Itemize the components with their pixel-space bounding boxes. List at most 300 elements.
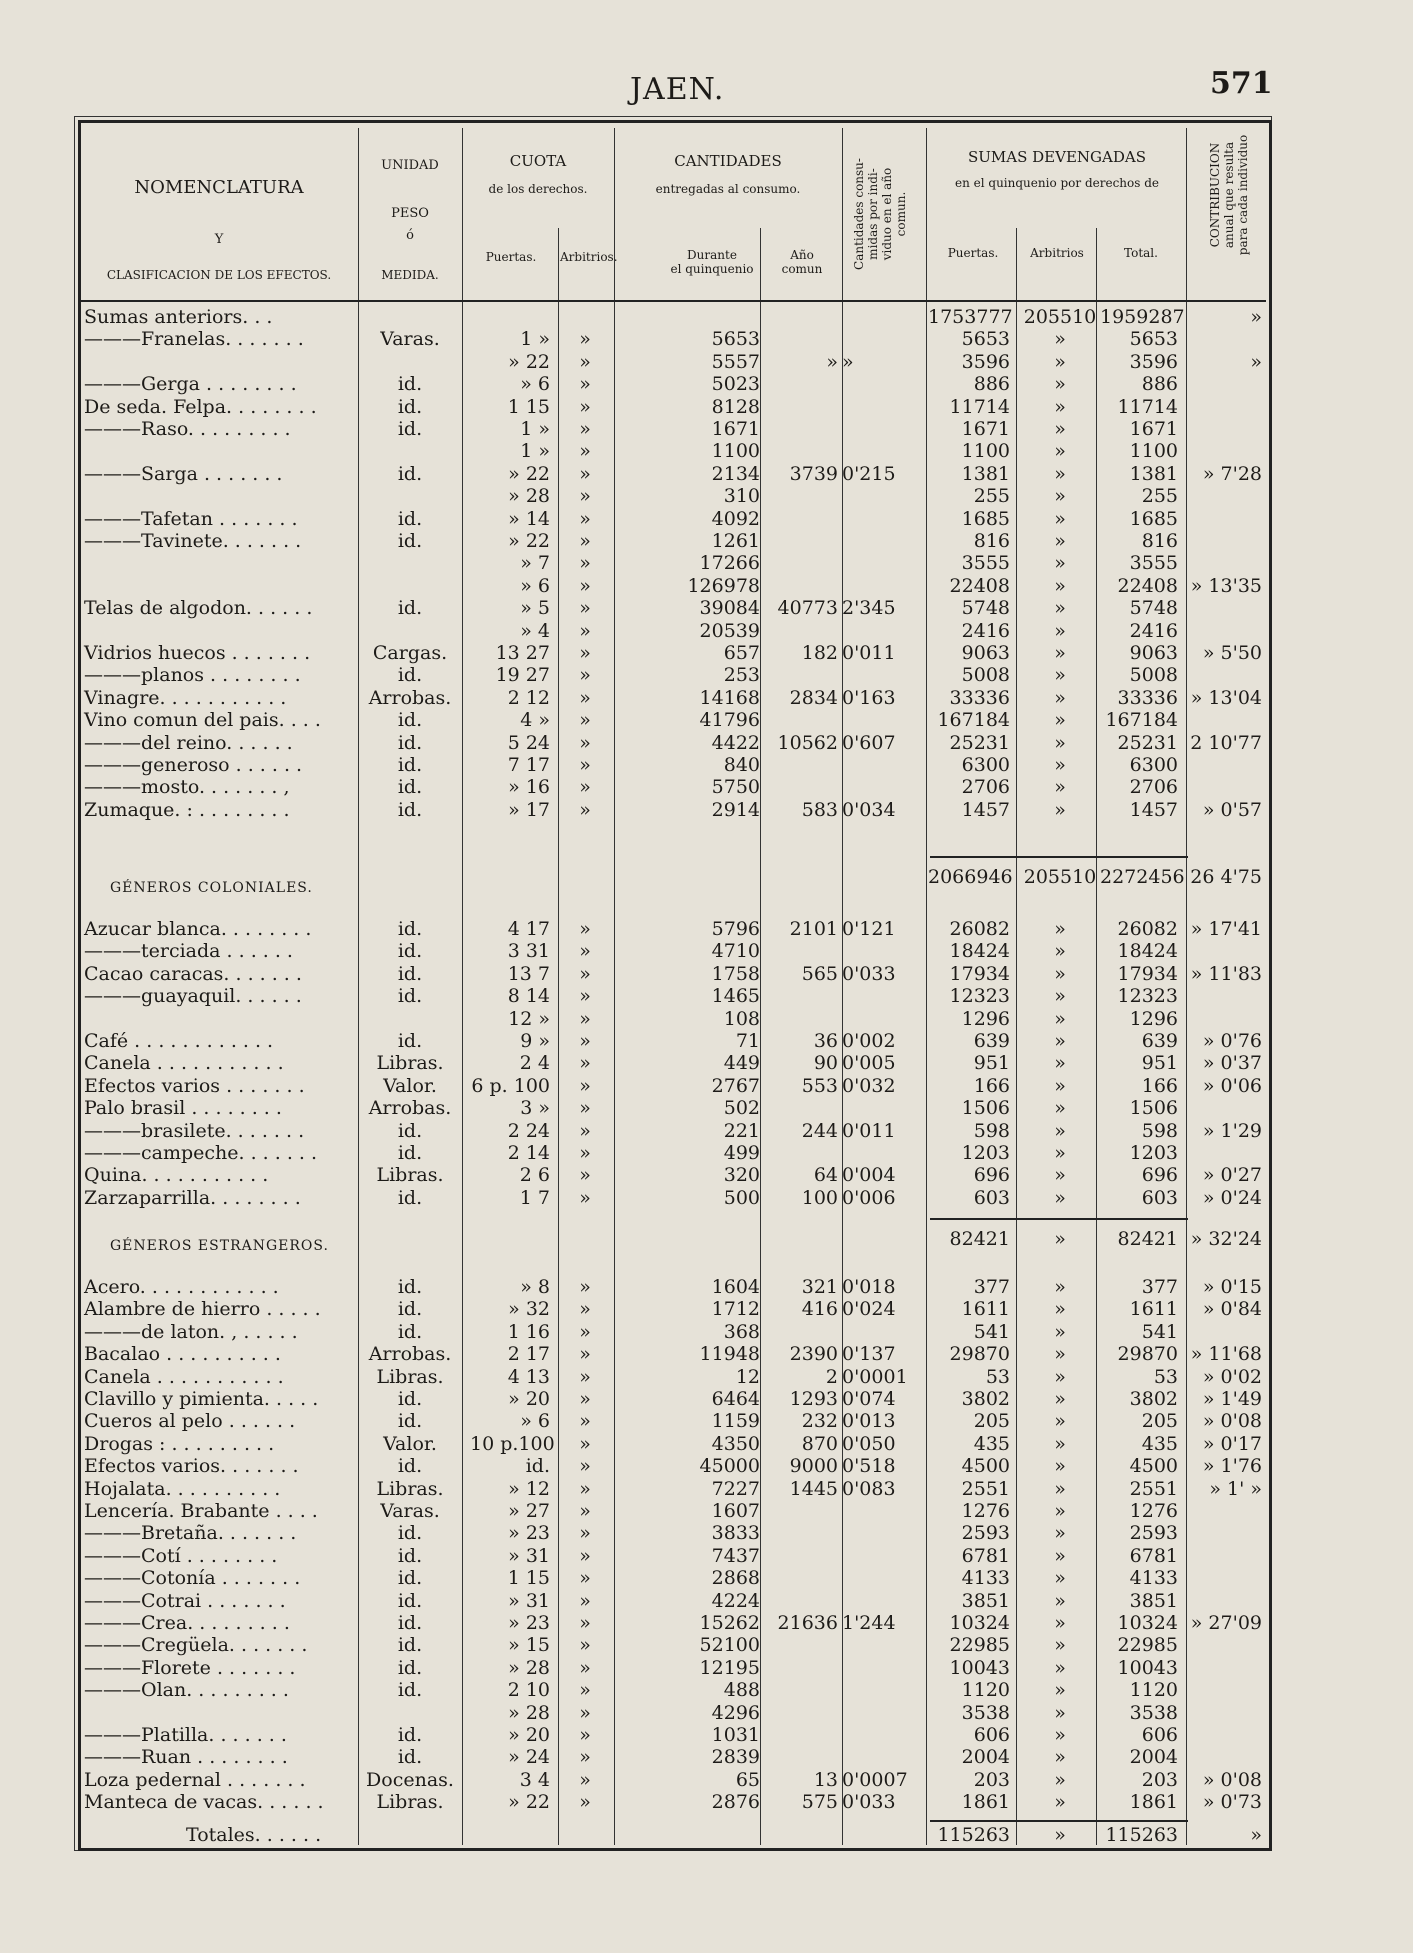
table-row	[0, 1276, 1413, 1298]
cell-unit: id.	[397, 395, 423, 418]
cell-sa: »	[1054, 1276, 1066, 1298]
table-row	[0, 1567, 1413, 1589]
cell-st: 12323	[1117, 985, 1178, 1008]
cell-st: 696	[1141, 1164, 1178, 1187]
cell-co: » 1'49	[1202, 1388, 1262, 1410]
cell-st: 1296	[1129, 1007, 1178, 1030]
cell-pu: 6 p. 100	[471, 1074, 550, 1097]
cell-sp: 1203	[961, 1142, 1010, 1164]
col-cantidades: CANTIDADES	[674, 152, 782, 170]
cell-st: 2551	[1129, 1477, 1178, 1500]
cell-sp: 886	[973, 373, 1010, 396]
totals-label: Totales. . . . . .	[186, 1824, 322, 1846]
cell-unit: id.	[397, 462, 423, 485]
cell-st: 255	[1141, 485, 1178, 508]
cell-st: 377	[1141, 1276, 1178, 1298]
col-s-puertas: Puertas.	[947, 246, 999, 260]
cell-ci: 0'033	[842, 1791, 896, 1814]
cell-name: Hojalata. . . . . . . . . .	[84, 1477, 281, 1500]
cell-st: 4500	[1129, 1455, 1178, 1478]
cell-sa: »	[1054, 619, 1066, 642]
col-sumas: SUMAS DEVENGADAS	[968, 148, 1146, 166]
cell-st: 2706	[1129, 776, 1178, 799]
cell-unit: Libras.	[376, 1052, 444, 1075]
cell-sa: »	[1054, 642, 1066, 664]
col-cant-ind-line2: midas por indi-	[866, 168, 880, 260]
subtotal-arbitrios: »	[1054, 1228, 1066, 1250]
table-row	[0, 530, 1413, 552]
table-row	[0, 687, 1413, 709]
col-s-total: Total.	[1124, 246, 1158, 260]
cell-sp: 18424	[949, 940, 1010, 963]
cell-st: 541	[1141, 1320, 1178, 1343]
cell-name: ———Bretaña. . . . . . .	[84, 1522, 297, 1545]
cell-ar: »	[579, 462, 591, 485]
cell-pu: » 22	[508, 350, 550, 373]
subtotal-total: 82421	[1117, 1228, 1178, 1250]
cell-unit: Arrobas.	[368, 1097, 452, 1120]
table-row	[0, 485, 1413, 507]
totals-row	[0, 1824, 1413, 1846]
cell-sa: »	[1054, 1365, 1066, 1388]
cell-pu: » 23	[508, 1612, 550, 1634]
table-row	[0, 463, 1413, 485]
cell-pu: 12 »	[508, 1007, 550, 1030]
cell-ar: »	[579, 552, 591, 575]
cell-ci: 0'050	[842, 1432, 896, 1455]
cell-st: 167184	[1105, 709, 1178, 732]
cell-st: 26082	[1117, 918, 1178, 940]
cell-dq: 320	[723, 1164, 760, 1187]
cell-sa: »	[1054, 798, 1066, 821]
cell-st: 11714	[1117, 395, 1178, 418]
cell-pu: 1 15	[507, 395, 550, 418]
cell-name: ———Raso. . . . . . . . .	[84, 418, 291, 440]
cell-ar: »	[579, 940, 591, 963]
cell-unit: id.	[397, 1320, 423, 1343]
cell-co: » 13'04	[1190, 686, 1262, 709]
cell-dq: 4350	[711, 1432, 760, 1455]
cell-sp: 1506	[961, 1097, 1010, 1120]
cell-pu: » 22	[508, 462, 550, 485]
cell-st: 6300	[1129, 754, 1178, 776]
cell-sp: 5748	[961, 597, 1010, 620]
cell-sa: »	[1054, 1679, 1066, 1702]
cell-name: ———Cotí . . . . . . . .	[84, 1544, 278, 1567]
table-row	[0, 306, 1413, 328]
cell-dq: 1607	[711, 1500, 760, 1522]
cell-pu: 7 17	[507, 754, 550, 776]
cell-pu: 3 »	[520, 1097, 550, 1120]
cell-sa: »	[1054, 1791, 1066, 1814]
cell-co: » 0'57	[1202, 798, 1262, 821]
subtotal-rule	[930, 1218, 1188, 1220]
cell-dq: 4422	[711, 731, 760, 754]
cell-pu: 19 27	[495, 664, 550, 687]
cell-sp: 1276	[961, 1500, 1010, 1522]
cell-unit: id.	[397, 1119, 423, 1142]
cell-dq: 2868	[711, 1567, 760, 1590]
cell-pu: 2 14	[507, 1142, 550, 1164]
table-row	[0, 1522, 1413, 1544]
cell-st: 9063	[1129, 642, 1178, 664]
cell-unit: id.	[397, 1030, 423, 1052]
cell-name: Palo brasil . . . . . . . .	[84, 1097, 282, 1120]
cell-st: 203	[1141, 1768, 1178, 1791]
totals-contribucion: »	[1250, 1824, 1262, 1846]
cell-pu: » 12	[508, 1477, 550, 1500]
cell-dq: 2876	[711, 1791, 760, 1814]
cell-ac: 583	[801, 798, 838, 821]
cell-sp: 541	[973, 1320, 1010, 1343]
cell-pu: » 22	[508, 530, 550, 552]
cell-name: Sumas anteriors. . .	[84, 306, 273, 328]
cell-sp: 33336	[949, 686, 1010, 709]
cell-st: 606	[1141, 1724, 1178, 1746]
cell-sa: »	[1054, 574, 1066, 597]
cell-sa: »	[1054, 664, 1066, 687]
cell-sp: 1685	[961, 507, 1010, 530]
cell-ac: 40773	[777, 597, 838, 620]
cell-ar: »	[579, 709, 591, 732]
cell-st: 435	[1141, 1432, 1178, 1455]
cell-unit: Docenas.	[366, 1768, 454, 1791]
cell-ci: 0'034	[842, 798, 896, 821]
table-row	[0, 1388, 1413, 1410]
cell-unit: id.	[397, 1679, 423, 1702]
cell-sa: 205510	[1023, 306, 1097, 328]
cell-sa: »	[1054, 776, 1066, 799]
table-row	[0, 1343, 1413, 1365]
cell-unit: Varas.	[380, 328, 440, 351]
cell-pu: 5 24	[507, 731, 550, 754]
cell-dq: 368	[723, 1320, 760, 1343]
cell-ar: »	[579, 619, 591, 642]
cell-sa: »	[1054, 1746, 1066, 1769]
cell-sa: »	[1054, 328, 1066, 351]
cell-st: 1861	[1129, 1791, 1178, 1814]
cell-sp: 2004	[961, 1746, 1010, 1769]
col-durante-2: el quinquenio	[670, 262, 754, 276]
cell-dq: 1261	[711, 530, 760, 552]
cell-name: ———Cotrai . . . . . . .	[84, 1589, 286, 1612]
cell-sa: »	[1054, 731, 1066, 754]
cell-dq: 4224	[711, 1589, 760, 1612]
cell-unit: id.	[397, 1410, 423, 1433]
cell-sa: »	[1054, 418, 1066, 440]
cell-co: » 0'24	[1202, 1186, 1262, 1209]
table-row	[0, 1142, 1413, 1164]
cell-sa: »	[1054, 1186, 1066, 1209]
cell-st: 22985	[1117, 1634, 1178, 1657]
table-row	[0, 642, 1413, 664]
cell-pu: 13 27	[495, 642, 550, 664]
cell-st: 10043	[1117, 1656, 1178, 1679]
cell-ci: 0'005	[842, 1052, 896, 1075]
cell-st: 1685	[1129, 507, 1178, 530]
cell-sa: »	[1054, 1097, 1066, 1120]
cell-name: Zarzaparrilla. . . . . . . .	[84, 1186, 301, 1209]
cell-name: Alambre de hierro . . . . .	[84, 1298, 321, 1321]
subtotal-contribucion: 26 4'75	[1190, 866, 1262, 888]
cell-sa: »	[1054, 597, 1066, 620]
cell-st: 1457	[1129, 798, 1178, 821]
cell-unit: Libras.	[376, 1477, 444, 1500]
col-anio: Año	[790, 248, 814, 262]
cell-sa: »	[1054, 1343, 1066, 1366]
subtotal-rule	[930, 856, 1188, 858]
cell-dq: 8128	[711, 395, 760, 418]
cell-ci: 0'024	[842, 1298, 896, 1321]
cell-st: 1959287	[1100, 306, 1185, 328]
cell-dq: 7227	[711, 1477, 760, 1500]
cell-sa: »	[1054, 507, 1066, 530]
cell-name: ———generoso . . . . . .	[84, 754, 303, 776]
cell-pu: 4 13	[507, 1365, 550, 1388]
cell-ar: »	[579, 373, 591, 396]
table-row	[0, 1478, 1413, 1500]
cell-ar: »	[579, 485, 591, 508]
cell-pu: 4 17	[507, 918, 550, 940]
cell-ac: 553	[801, 1074, 838, 1097]
cell-name: ———Platilla. . . . . . .	[84, 1724, 287, 1746]
cell-ar: »	[579, 1791, 591, 1814]
cell-co: » 7'28	[1202, 462, 1262, 485]
cell-dq: 310	[723, 485, 760, 508]
totals-puertas: 115263	[937, 1824, 1010, 1846]
table-row	[0, 732, 1413, 754]
table-row	[0, 508, 1413, 530]
cell-unit: Varas.	[380, 1500, 440, 1522]
cell-sp: 255	[973, 485, 1010, 508]
cell-unit: Libras.	[376, 1164, 444, 1187]
cell-pu: 10 p.100	[470, 1432, 555, 1455]
cell-pu: » 27	[508, 1500, 550, 1522]
cell-ci: 0'004	[842, 1164, 896, 1187]
cell-sa: »	[1054, 1119, 1066, 1142]
cell-pu: » 17	[508, 798, 550, 821]
cell-ar: »	[579, 350, 591, 373]
cell-unit: id.	[397, 664, 423, 687]
col-cant-ind-line4: comun.	[894, 191, 908, 237]
cell-name: Vinagre. . . . . . . . . . .	[84, 686, 287, 709]
cell-dq: 5750	[711, 776, 760, 799]
cell-pu: 3 31	[507, 940, 550, 963]
cell-ci: 0'018	[842, 1276, 896, 1298]
cell-dq: 3833	[711, 1522, 760, 1545]
cell-st: 3596	[1129, 350, 1178, 373]
cell-sa: »	[1054, 373, 1066, 396]
cell-st: 53	[1153, 1365, 1178, 1388]
table-row	[0, 1052, 1413, 1074]
cell-ac: 244	[801, 1119, 838, 1142]
cell-ar: »	[579, 1746, 591, 1769]
table-row	[0, 709, 1413, 731]
cell-name: Cacao caracas. . . . . . .	[84, 962, 302, 985]
cell-ar: »	[579, 597, 591, 620]
cell-ci: 2'345	[842, 597, 896, 620]
cell-name: Telas de algodon. . . . . .	[84, 597, 313, 620]
table-row	[0, 440, 1413, 462]
cell-st: 25231	[1117, 731, 1178, 754]
cell-ci: 0'032	[842, 1074, 896, 1097]
subtotal-row-2	[0, 1228, 1413, 1250]
table-row	[0, 776, 1413, 798]
section-coloniales: GÉNEROS COLONIALES.	[110, 880, 313, 896]
cell-co: » 0'06	[1202, 1074, 1262, 1097]
cell-sp: 5008	[961, 664, 1010, 687]
cell-ac: 565	[801, 962, 838, 985]
cell-unit: id.	[397, 1186, 423, 1209]
cell-sp: 4133	[961, 1567, 1010, 1590]
col-contrib-line2: anual que resulta	[1222, 141, 1236, 249]
cell-dq: 5796	[711, 918, 760, 940]
cell-ar: »	[579, 642, 591, 664]
cell-co: » 1'76	[1202, 1455, 1262, 1478]
cell-pu: 13 7	[507, 962, 550, 985]
cell-pu: » 5	[520, 597, 550, 620]
cell-ar: »	[579, 1142, 591, 1164]
cell-st: 886	[1141, 373, 1178, 396]
cell-sa: »	[1054, 918, 1066, 940]
table-row	[0, 1433, 1413, 1455]
cell-name: Bacalao . . . . . . . . . .	[84, 1343, 281, 1366]
cell-sp: 1861	[961, 1791, 1010, 1814]
cell-sp: 25231	[949, 731, 1010, 754]
cell-ar: »	[579, 962, 591, 985]
cell-ar: »	[579, 530, 591, 552]
cell-sp: 639	[973, 1030, 1010, 1052]
cell-sp: 22408	[949, 574, 1010, 597]
col-sumas-sub: en el quinquenio por derechos de	[955, 176, 1159, 190]
table-row	[0, 620, 1413, 642]
cell-st: 3802	[1129, 1388, 1178, 1410]
col-nomenclatura: NOMENCLATURA	[134, 177, 304, 198]
cell-ar: »	[579, 395, 591, 418]
cell-name: Manteca de vacas. . . . . .	[84, 1791, 324, 1814]
cell-pu: 1 16	[507, 1320, 550, 1343]
cell-dq: 52100	[699, 1634, 760, 1657]
cell-unit: id.	[397, 1298, 423, 1321]
cell-unit: id.	[397, 1634, 423, 1657]
table-row	[0, 418, 1413, 440]
cell-pu: » 20	[508, 1724, 550, 1746]
cell-ci: 0'011	[842, 642, 896, 664]
cell-pu: » 8	[520, 1276, 550, 1298]
cell-st: 22408	[1117, 574, 1178, 597]
col-cuota-sub: de los derechos.	[488, 182, 588, 196]
table-row	[0, 1724, 1413, 1746]
cell-st: 4133	[1129, 1567, 1178, 1590]
cell-sa: »	[1054, 1477, 1066, 1500]
cell-ar: »	[579, 1612, 591, 1634]
cell-unit: id.	[397, 597, 423, 620]
cell-dq: 221	[723, 1119, 760, 1142]
cell-dq: 488	[723, 1679, 760, 1702]
cell-pu: » 22	[508, 1791, 550, 1814]
cell-name: ———brasilete. . . . . . .	[84, 1119, 305, 1142]
table-row	[0, 597, 1413, 619]
cell-sp: 205	[973, 1410, 1010, 1433]
cell-unit: id.	[397, 731, 423, 754]
cell-pu: » 16	[508, 776, 550, 799]
cell-unit: id.	[397, 754, 423, 776]
cell-ar: »	[579, 731, 591, 754]
cell-pu: 2 12	[507, 686, 550, 709]
subtotal-contribucion: » 32'24	[1190, 1228, 1262, 1250]
cell-st: 5748	[1129, 597, 1178, 620]
cell-sp: 1457	[961, 798, 1010, 821]
cell-sa: »	[1054, 1298, 1066, 1321]
cell-sp: 26082	[949, 918, 1010, 940]
cell-name: Cueros al pelo . . . . . .	[84, 1410, 296, 1433]
table-row	[0, 1187, 1413, 1209]
cell-pu: 4 »	[520, 709, 550, 732]
cell-sp: 3802	[961, 1388, 1010, 1410]
cell-unit: id.	[397, 1589, 423, 1612]
cell-sa: »	[1054, 552, 1066, 575]
cell-sp: 53	[985, 1365, 1010, 1388]
cell-ci: 1'244	[842, 1612, 896, 1634]
cell-dq: 20539	[699, 619, 760, 642]
cell-ar: »	[579, 664, 591, 687]
cell-st: 18424	[1117, 940, 1178, 963]
col-anio-2: comun	[781, 262, 823, 276]
cell-st: 1100	[1129, 440, 1178, 463]
cell-sp: 10324	[949, 1612, 1010, 1634]
cell-name: ———Cregüela. . . . . . .	[84, 1634, 308, 1657]
cell-sp: 3555	[961, 552, 1010, 575]
cell-dq: 500	[723, 1186, 760, 1209]
cell-st: 1381	[1129, 462, 1178, 485]
cell-dq: 6464	[711, 1388, 760, 1410]
cell-ac: 64	[813, 1164, 838, 1187]
col-cant-ind-line1: Cantidades consu-	[852, 158, 866, 270]
cell-dq: 1712	[711, 1298, 760, 1321]
cell-dq: 1100	[711, 440, 760, 463]
cell-st: 1276	[1129, 1500, 1178, 1522]
cell-dq: 12	[735, 1365, 760, 1388]
cell-st: 10324	[1117, 1612, 1178, 1634]
cell-name: Canela . . . . . . . . . . .	[84, 1365, 284, 1388]
cell-ar: »	[579, 418, 591, 440]
cell-ac: 36	[813, 1030, 838, 1052]
cell-unit: id.	[397, 418, 423, 440]
cell-co: » 0'02	[1202, 1365, 1262, 1388]
col-clasificacion: CLASIFICACION DE LOS EFECTOS.	[106, 268, 332, 282]
cell-ar: »	[579, 328, 591, 351]
cell-sa: »	[1054, 1074, 1066, 1097]
cell-ac: 2101	[789, 918, 838, 940]
cell-unit: id.	[397, 985, 423, 1008]
cell-unit: id.	[397, 1612, 423, 1634]
table-row	[0, 373, 1413, 395]
cell-name: Zumaque. : . . . . . . . .	[84, 798, 290, 821]
cell-dq: 4296	[711, 1701, 760, 1724]
cell-ar: »	[579, 1119, 591, 1142]
cell-sp: 167184	[937, 709, 1010, 732]
subtotal-puertas: 82421	[949, 1228, 1010, 1250]
cell-sa: »	[1054, 440, 1066, 463]
table-row	[0, 940, 1413, 962]
table-row	[0, 1679, 1413, 1701]
table-row	[0, 328, 1413, 350]
cell-unit: Arrobas.	[368, 686, 452, 709]
cell-name: Café . . . . . . . . . . . .	[84, 1030, 274, 1052]
cell-unit: Valor.	[383, 1432, 437, 1455]
table-row	[0, 1500, 1413, 1522]
table-row	[0, 799, 1413, 821]
